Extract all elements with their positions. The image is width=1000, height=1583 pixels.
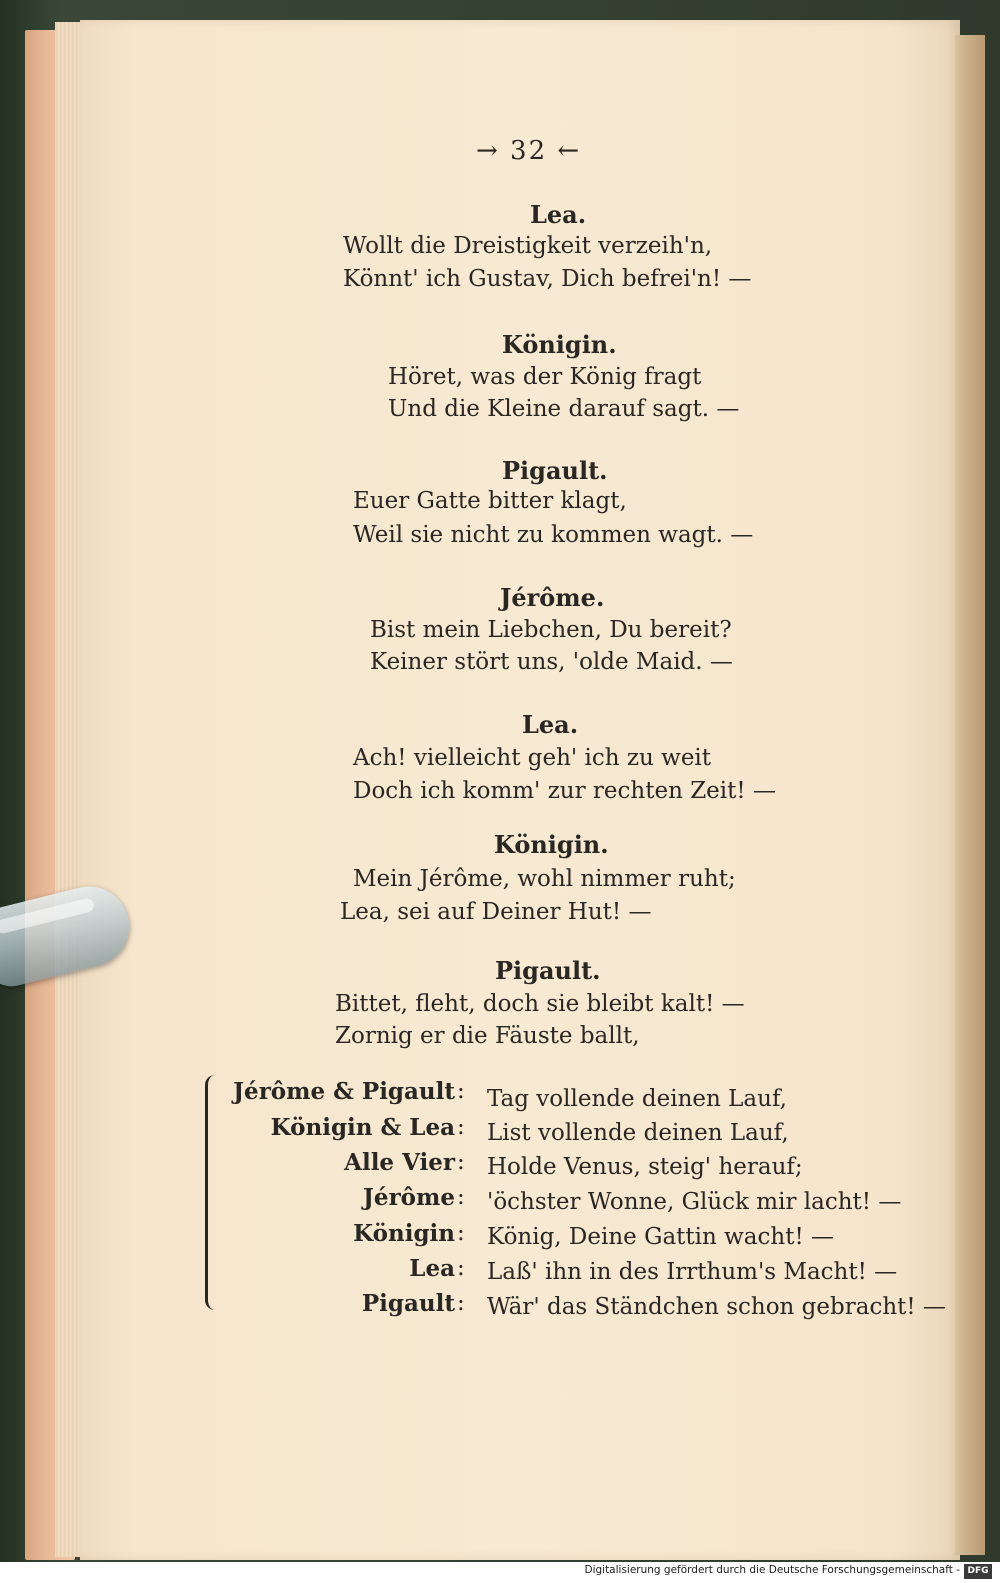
- ensemble-speaker: Lea: [409, 1255, 455, 1282]
- ensemble-speaker: Alle Vier: [344, 1149, 455, 1176]
- speaker-heading: Königin.: [494, 830, 609, 859]
- verse-line: Keiner stört uns, 'olde Maid. —: [370, 649, 733, 675]
- speaker-heading: Lea.: [530, 200, 587, 229]
- ensemble-line: 'öchster Wonne, Glück mir lacht! —: [487, 1189, 902, 1215]
- ensemble-line: Wär' das Ständchen schon gebracht! —: [487, 1294, 946, 1320]
- ensemble-colon: :: [457, 1114, 465, 1140]
- speaker-heading: Pigault.: [495, 956, 601, 985]
- verse-line: Bist mein Liebchen, Du bereit?: [370, 617, 732, 643]
- ensemble-speaker: Königin: [353, 1220, 455, 1247]
- ensemble-speaker: Königin & Lea: [270, 1114, 455, 1141]
- page-number: → 32 ←: [476, 136, 582, 166]
- ensemble-speaker: Jérôme & Pigault: [233, 1078, 455, 1105]
- verse-line: Mein Jérôme, wohl nimmer ruht;: [353, 866, 736, 892]
- dfg-logo: DFG: [964, 1564, 992, 1579]
- verse-line: Höret, was der König fragt: [388, 364, 702, 390]
- ensemble-brace: [205, 1075, 222, 1310]
- verse-line: Und die Kleine darauf sagt. —: [388, 396, 740, 422]
- ensemble-line: Holde Venus, steig' herauf;: [487, 1154, 803, 1180]
- verse-line: Lea, sei auf Deiner Hut! —: [340, 899, 652, 925]
- ensemble-speaker: Pigault: [361, 1290, 455, 1317]
- footer-credit: Digitalisierung gefördert durch die Deutsche Forschungsgemeinschaft -: [584, 1564, 960, 1576]
- ensemble-speaker: Jérôme: [363, 1184, 455, 1211]
- verse-line: Zornig er die Fäuste ballt,: [335, 1023, 640, 1049]
- ensemble-line: List vollende deinen Lauf,: [487, 1120, 789, 1146]
- ensemble-colon: :: [457, 1078, 465, 1104]
- speaker-heading: Pigault.: [502, 456, 608, 485]
- verse-line: Bittet, fleht, doch sie bleibt kalt! —: [335, 991, 745, 1017]
- ensemble-line: Tag vollende deinen Lauf,: [487, 1086, 787, 1112]
- verse-line: Euer Gatte bitter klagt,: [353, 488, 627, 514]
- ensemble-line: Laß' ihn in des Irrthum's Macht! —: [487, 1259, 898, 1285]
- ensemble-colon: :: [457, 1184, 465, 1210]
- speaker-heading: Jérôme.: [500, 583, 605, 612]
- speaker-heading: Königin.: [502, 330, 617, 359]
- verse-line: Wollt die Dreistigkeit verzeih'n,: [343, 233, 713, 259]
- ensemble-colon: :: [457, 1255, 465, 1281]
- verse-line: Könnt' ich Gustav, Dich befrei'n! —: [343, 266, 752, 292]
- verse-line: Doch ich komm' zur rechten Zeit! —: [353, 778, 776, 804]
- verse-line: Weil sie nicht zu kommen wagt. —: [353, 522, 754, 548]
- ensemble-colon: :: [457, 1149, 465, 1175]
- book-cover-right-edge: [955, 35, 985, 1555]
- ensemble-colon: :: [457, 1220, 465, 1246]
- ensemble-colon: :: [457, 1290, 465, 1316]
- ensemble-line: König, Deine Gattin wacht! —: [487, 1224, 835, 1250]
- verse-line: Ach! vielleicht geh' ich zu weit: [353, 745, 712, 771]
- speaker-heading: Lea.: [522, 710, 579, 739]
